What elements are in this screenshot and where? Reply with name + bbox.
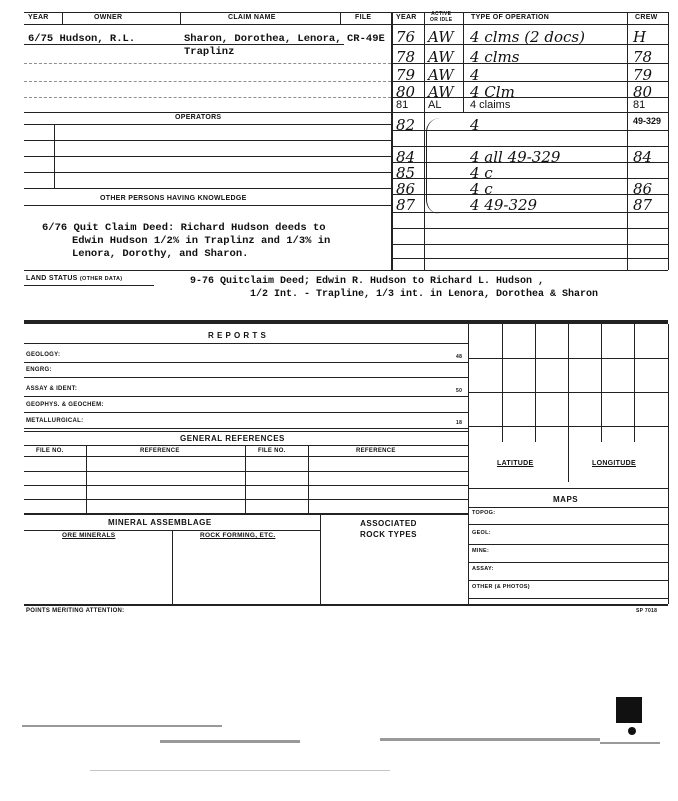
map-item-label: TOPOG: (472, 510, 496, 516)
operation-crew: H (633, 28, 647, 46)
associated-rock-types-label: ASSOCIATED ROCK TYPES (360, 519, 418, 539)
report-label: ENGRG: (26, 367, 52, 373)
other-persons-line-2: Edwin Hudson 1/2% in Traplinz and 1/3% in (72, 235, 331, 247)
report-label: ASSAY & IDENT: (26, 386, 78, 392)
report-label: METALLURGICAL: (26, 418, 84, 424)
header-crew: CREW (635, 14, 658, 21)
handwritten-bracket (426, 118, 441, 214)
operation-crew: 87 (633, 196, 653, 214)
other-persons-label: OTHER PERSONS HAVING KNOWLEDGE (100, 195, 247, 202)
scan-registration-mark (616, 697, 642, 723)
land-status-line-2: 1/2 Int. - Trapline, 1/3 int. in Lenora, Dorothea & Sharon (250, 289, 599, 300)
operation-active: AW (428, 48, 454, 66)
operation-crew: 84 (633, 148, 653, 166)
report-label: GEOPHYS. & GEOCHEM: (26, 402, 104, 408)
map-item-label: ASSAY: (472, 566, 494, 572)
reports-title: R E P O R T S (208, 331, 267, 340)
header-year-2: YEAR (396, 14, 417, 21)
operation-type: 4 clms (470, 48, 520, 66)
rock-forming-label: ROCK FORMING, ETC. (200, 532, 276, 539)
map-item-label: OTHER (& PHOTOS) (472, 584, 530, 590)
report-number: 48 (456, 354, 463, 360)
operation-crew: 86 (633, 180, 653, 198)
operation-year: 78 (396, 48, 416, 66)
report-label: GEOLOGY: (26, 352, 61, 358)
mineral-assemblage-title: MINERAL ASSEMBLAGE (108, 518, 212, 527)
operation-type: 4 Clm (470, 83, 515, 101)
operation-crew: 80 (633, 83, 653, 101)
gr-file-no-1: FILE NO. (36, 448, 64, 454)
scan-dot (628, 727, 636, 735)
operation-type: 4 clms (2 docs) (470, 28, 585, 46)
owner-entry-claim-line2: Traplinz (184, 46, 235, 58)
longitude-label: LONGITUDE (592, 460, 636, 467)
operation-year: 80 (396, 83, 416, 101)
operation-type: 4 all 49-329 (470, 148, 561, 166)
general-references-title: GENERAL REFERENCES (180, 434, 285, 443)
operation-type: 4 (470, 116, 480, 134)
header-file: FILE (355, 14, 372, 21)
report-number: 50 (456, 388, 463, 394)
operation-type: 4 49-329 (470, 196, 538, 214)
points-meriting-attention-label: POINTS MERITING ATTENTION: (26, 608, 125, 614)
operation-type: 4 c (470, 164, 493, 182)
operation-active: AW (428, 83, 454, 101)
land-status-line-1: 9-76 Quitclaim Deed; Edwin R. Hudson to Richard L. Hudson , (190, 276, 545, 287)
operation-year: 81 (396, 99, 409, 111)
gr-reference-2: REFERENCE (356, 448, 396, 454)
operation-year: 85 (396, 164, 416, 182)
operation-type: 4 c (470, 180, 493, 198)
header-owner: OWNER (94, 14, 123, 21)
owner-entry-year-owner: 6/75 Hudson, R.L. (28, 33, 136, 45)
operation-type: 4 (470, 66, 480, 84)
map-item-label: MINE: (472, 548, 490, 554)
operation-type: 4 claims (470, 99, 511, 111)
header-year: YEAR (28, 14, 49, 21)
operation-crew: 49-329 (633, 116, 662, 126)
gr-file-no-2: FILE NO. (258, 448, 286, 454)
operation-year: 87 (396, 196, 416, 214)
operation-year: 86 (396, 180, 416, 198)
header-type-of-operation: TYPE OF OPERATION (471, 14, 550, 21)
operation-crew: 81 (633, 99, 646, 111)
other-persons-line-1: 6/76 Quit Claim Deed: Richard Hudson deeds to (42, 222, 326, 234)
operation-crew: 79 (633, 66, 653, 84)
operation-active: AL (428, 99, 442, 111)
header-claim-name: CLAIM NAME (228, 14, 276, 21)
other-persons-line-3: Lenora, Dorothy, and Sharon. (72, 248, 249, 260)
maps-title: MAPS (553, 495, 579, 504)
gr-reference-1: REFERENCE (140, 448, 180, 454)
operation-active: AW (428, 28, 454, 46)
owner-entry-claim-line1: Sharon, Dorothea, Lenora, (184, 33, 342, 45)
owner-entry-file: CR-49E (347, 33, 385, 45)
land-status-label: LAND STATUS (OTHER DATA) (26, 275, 123, 282)
report-number: 18 (456, 420, 463, 426)
ore-minerals-label: ORE MINERALS (62, 532, 116, 539)
header-active-idle: ACTIVE OR IDLE (430, 11, 453, 23)
operation-year: 82 (396, 116, 416, 134)
map-item-label: GEOL: (472, 530, 491, 536)
operation-year: 79 (396, 66, 416, 84)
operation-year: 84 (396, 148, 416, 166)
operation-crew: 78 (633, 48, 653, 66)
latitude-label: LATITUDE (497, 460, 534, 467)
form-number: SP 7018 (636, 608, 658, 614)
operators-label: OPERATORS (175, 114, 222, 121)
operation-active: AW (428, 66, 454, 84)
operation-year: 76 (396, 28, 416, 46)
